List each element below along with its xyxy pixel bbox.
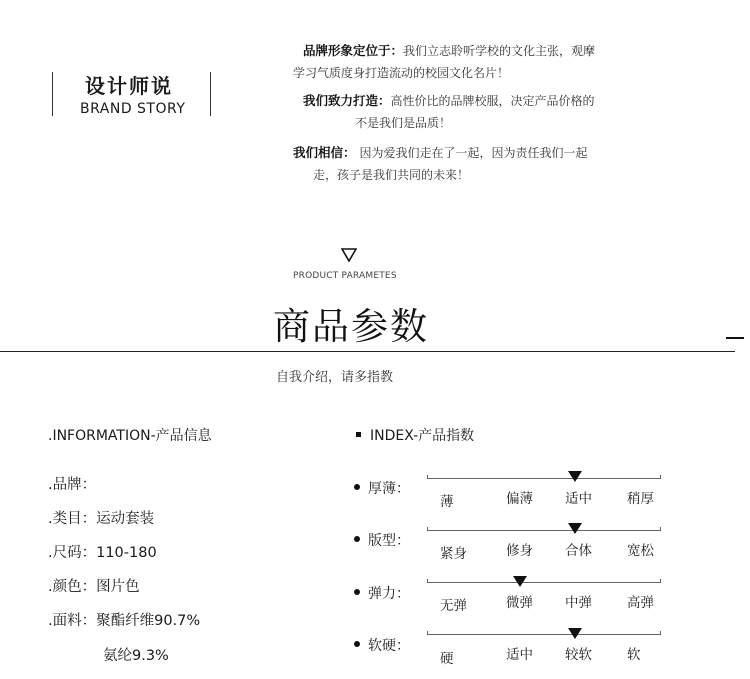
belief-paragraph (293, 142, 673, 186)
scale-track (427, 634, 661, 635)
info-heading: .INFORMATION-产品信息 (48, 428, 212, 444)
square-bullet-icon (356, 432, 361, 437)
scale-label: 弹力： (368, 586, 410, 602)
params-intro: 自我介绍，请多指教 (276, 370, 394, 385)
positioning-text-2: 学习气质度身打造流动的校园文化名片！ (293, 66, 510, 80)
scale-option: 较软 (565, 647, 592, 663)
belief-text-2: 走，孩子是我们共同的未来！ (313, 168, 470, 182)
index-heading-text: INDEX-产品指数 (370, 428, 475, 444)
bullet-icon (354, 641, 360, 647)
effort-label: 我们致力打造： (303, 93, 391, 108)
scale-option: 中弹 (565, 595, 592, 611)
scale-track (427, 530, 661, 531)
scale-option: 高弹 (627, 595, 654, 611)
scale-track (427, 582, 661, 583)
bullet-icon (354, 536, 360, 542)
scale-label: 版型： (368, 533, 410, 549)
positioning-label: 品牌形象定位于： (303, 43, 404, 58)
scale-option: 软 (627, 647, 641, 663)
scale-option: 薄 (440, 494, 454, 510)
scale-option: 适中 (565, 491, 592, 507)
info-row-brand: .品牌： (48, 477, 97, 493)
scale-option: 紧身 (440, 546, 467, 562)
scale-option: 修身 (506, 543, 533, 559)
brand-story-title-cn: 设计师说 (85, 74, 173, 98)
brand-divider-left (52, 72, 53, 116)
info-row-fabric: .面料：聚酯纤维90.7% (48, 613, 201, 629)
info-row-size: .尺码：110-180 (48, 545, 157, 561)
scale-option: 微弹 (506, 595, 533, 611)
scale-option: 硬 (440, 651, 454, 667)
effort-text-1: 高性价比的品牌校服，决定产品价格的 (390, 94, 595, 108)
scale-option: 稍厚 (627, 491, 654, 507)
info-row-fabric-2: 氨纶9.3% (103, 648, 169, 664)
info-row-color: .颜色：图片色 (48, 579, 140, 595)
bullet-icon (354, 484, 360, 490)
effort-paragraph (293, 90, 673, 134)
positioning-text-1: 我们立志聆听学校的文化主张，观摩 (403, 44, 596, 58)
belief-label: 我们相信： (293, 145, 356, 160)
params-title: 商品参数 (273, 305, 429, 348)
info-row-category: .类目：运动套装 (48, 511, 155, 527)
scale-label: 软硬： (368, 638, 410, 654)
index-heading (356, 425, 474, 445)
positioning-paragraph (293, 40, 673, 84)
bullet-icon (354, 589, 360, 595)
divider-end-mark (726, 337, 744, 339)
effort-text-2: 不是我们是品质！ (355, 116, 452, 130)
section-divider (0, 351, 735, 352)
scale-marker (568, 628, 582, 639)
belief-text-1: 因为爱我们走在了一起，因为责任我们一起 (359, 146, 588, 160)
down-triangle-icon (341, 248, 357, 262)
scale-option: 偏薄 (506, 491, 533, 507)
scale-marker (513, 576, 527, 587)
scale-option: 无弹 (440, 598, 467, 614)
scale-option: 宽松 (627, 543, 654, 559)
brand-story-title-en: BRAND STORY (80, 101, 186, 117)
scale-track (427, 478, 661, 479)
scale-marker (568, 471, 582, 482)
params-subtitle-en: PRODUCT PARAMETES (293, 271, 397, 281)
scale-option: 适中 (506, 647, 533, 663)
brand-divider-right (210, 72, 211, 116)
scale-option: 合体 (565, 543, 592, 559)
scale-marker (568, 523, 582, 534)
scale-label: 厚薄： (368, 481, 410, 497)
